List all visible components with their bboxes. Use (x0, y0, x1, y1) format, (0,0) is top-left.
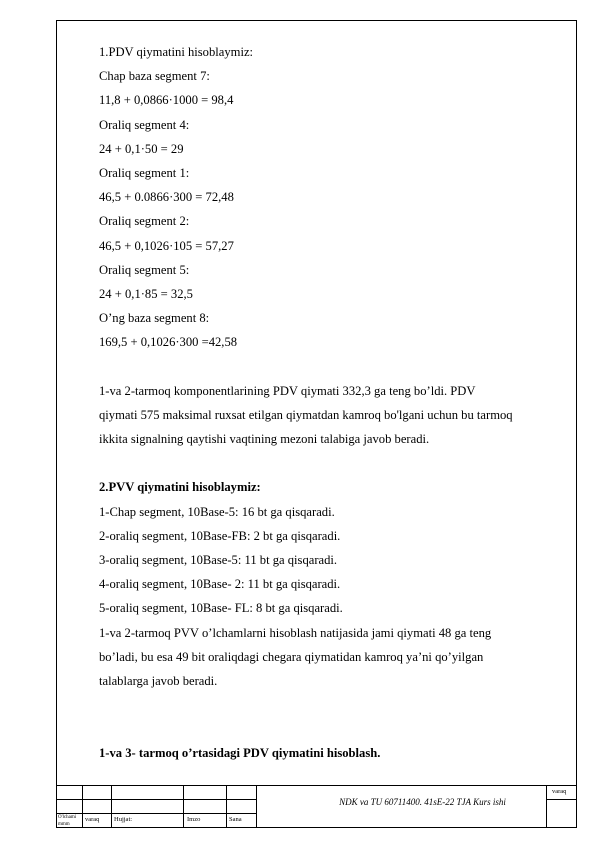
text-line: Chap baza segment 7: (99, 69, 210, 84)
title-block (56, 785, 577, 828)
signature-column-label: Imzo (187, 816, 201, 823)
text-line: 169,5 + 0,1026·300 =42,58 (99, 335, 238, 350)
size-label: O'lchami (58, 815, 77, 820)
spacer (99, 451, 569, 475)
section-heading: 2.PVV qiymatini hisoblaymiz: (99, 480, 261, 495)
sheet-label: varaq (552, 788, 567, 795)
text-line: 46,5 + 0.0866·300 = 72,48 (99, 190, 234, 205)
spacer (99, 717, 569, 741)
text-line: 5-oraliq segment, 10Base- FL: 8 bt ga qisqaradi. (99, 601, 343, 616)
size-sub-label: mmm (58, 822, 70, 827)
spacer (99, 354, 569, 378)
text-line: Oraliq segment 4: (99, 117, 190, 132)
paragraph-line: 1-va 2-tarmoq PVV o’lchamlarni hisoblash natijasida jami qiymati 48 ga teng (99, 625, 492, 640)
text-line: O’ng baza segment 8: (99, 311, 210, 326)
paragraph-line: 1-va 2-tarmoq komponentlarining PDV qiymati 332,3 ga teng bo’ldi. PDV (99, 383, 476, 398)
spacer (99, 693, 569, 717)
text-line: 11,8 + 0,0866·1000 = 98,4 (99, 93, 234, 108)
text-line: 1.PDV qiymatini hisoblaymiz: (99, 45, 254, 59)
section-heading: 1-va 3- tarmoq o’rtasidagi PDV qiymatini hisoblash. (99, 746, 381, 761)
text-line: 1-Chap segment, 10Base-5: 16 bt ga qisqaradi. (99, 504, 335, 519)
document-column-label: Hujjat: (114, 816, 133, 823)
text-line: Oraliq segment 5: (99, 262, 190, 277)
text-line: 46,5 + 0,1026·105 = 57,27 (99, 238, 234, 253)
paragraph-line: qiymati 575 maksimal ruxsat etilgan qiymatdan kamroq bo'lgani uchun bu tarmoq (99, 407, 513, 422)
document-body (99, 40, 569, 766)
document-title: NDK va TU 60711400. 41sE-22 TJA Kurs ishi (339, 797, 506, 807)
sheet-column-label: varaq (85, 816, 100, 823)
text-line: Oraliq segment 2: (99, 214, 190, 229)
text-line: 24 + 0,1·50 = 29 (99, 141, 184, 156)
text-line: 3-oraliq segment, 10Base-5: 11 bt ga qisqaradi. (99, 552, 338, 567)
date-column-label: Sana (229, 816, 242, 823)
text-line: 24 + 0,1·85 = 32,5 (99, 286, 193, 301)
text-line: 2-oraliq segment, 10Base-FB: 2 bt ga qisqaradi. (99, 528, 341, 543)
text-line: 4-oraliq segment, 10Base- 2: 11 bt ga qisqaradi. (99, 577, 341, 592)
paragraph-line: ikkita signalning qaytishi vaqtining mezoni talabiga javob beradi. (99, 432, 430, 446)
paragraph-line: talablarga javob beradi. (99, 673, 218, 688)
paragraph-line: bo’ladi, bu esa 49 bit oraliqdagi chegara qiymatidan kamroq ya’ni qo’yilgan (99, 649, 484, 664)
text-line: Oraliq segment 1: (99, 165, 190, 180)
